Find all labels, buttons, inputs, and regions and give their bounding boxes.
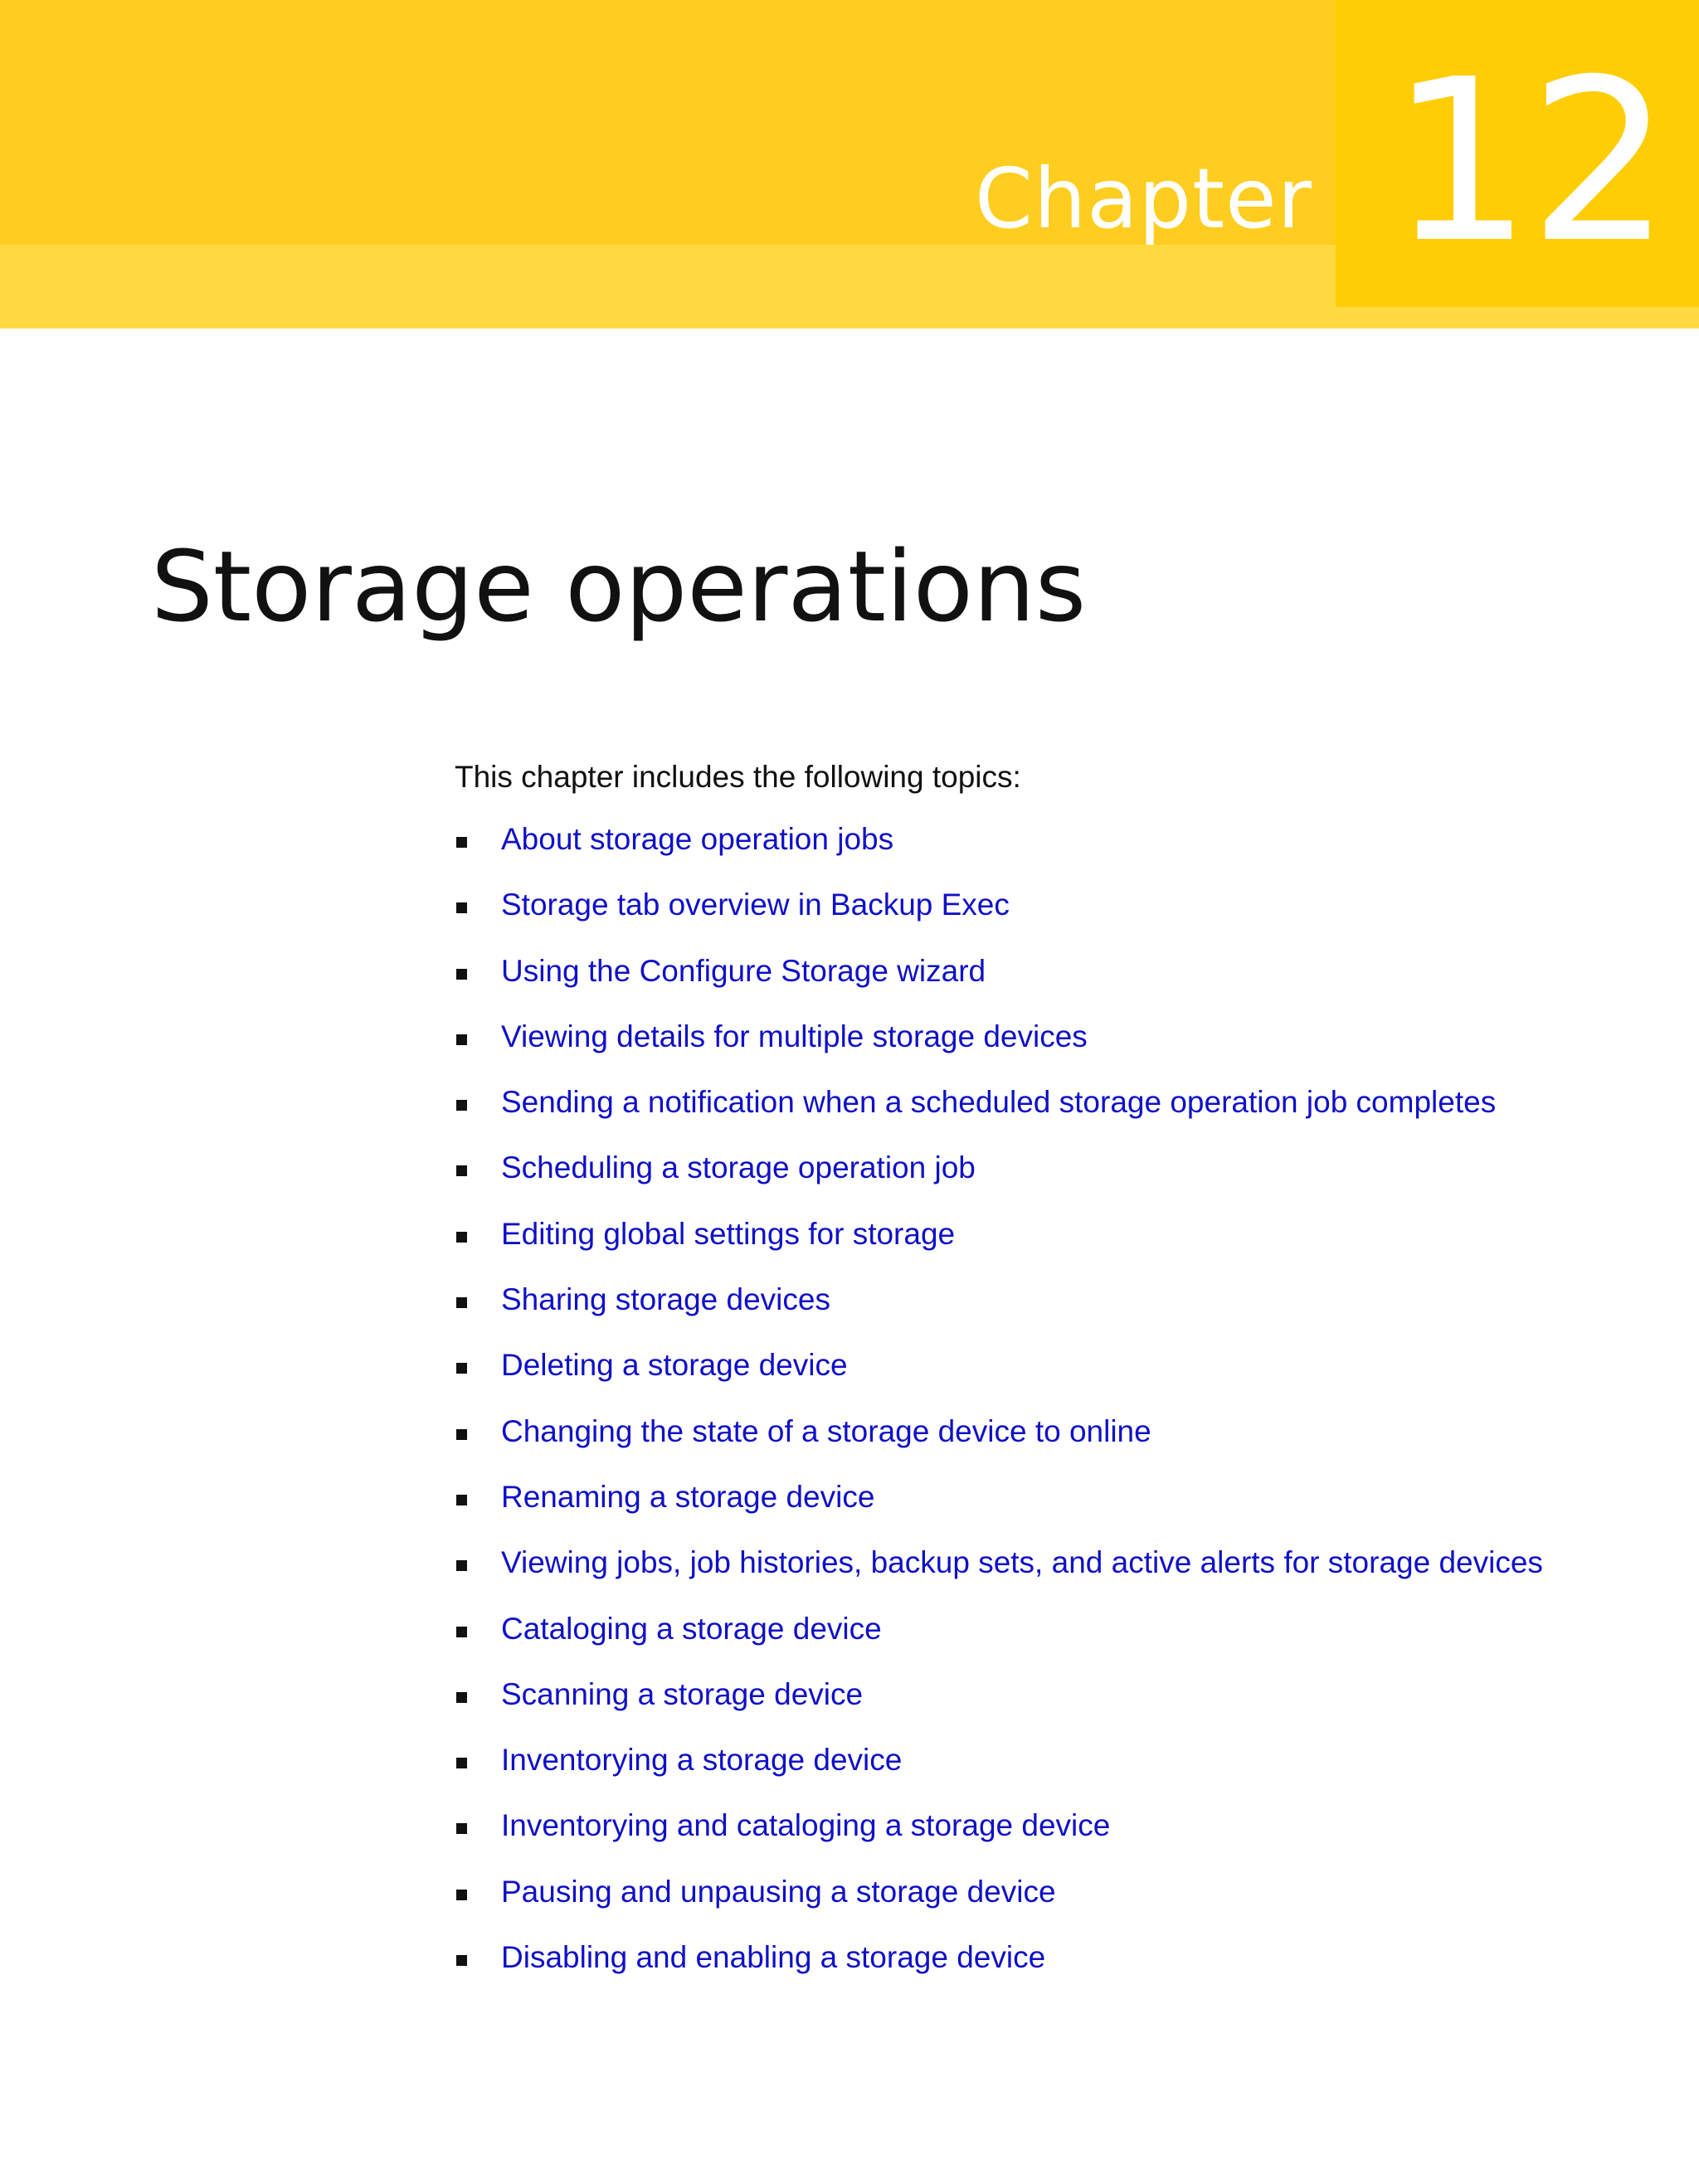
topic-link[interactable]: Inventorying and cataloging a storage device — [501, 1808, 1111, 1843]
topic-link[interactable]: Renaming a storage device — [501, 1479, 875, 1514]
topic-link[interactable]: Cataloging a storage device — [501, 1611, 882, 1646]
topic-link[interactable]: Inventorying a storage device — [501, 1743, 903, 1778]
topic-link[interactable]: Scanning a storage device — [501, 1676, 864, 1711]
bullet-icon — [456, 1297, 467, 1308]
topic-link[interactable]: Disabling and enabling a storage device — [501, 1940, 1046, 1975]
bullet-icon — [456, 902, 467, 913]
topic-link[interactable]: Scheduling a storage operation job — [501, 1150, 976, 1185]
topic-link[interactable]: Storage tab overview in Backup Exec — [501, 888, 1010, 922]
topic-link[interactable]: Sending a notification when a scheduled storage operation job completes — [501, 1085, 1497, 1120]
topic-link[interactable]: Editing global settings for storage — [501, 1216, 956, 1251]
topic-link[interactable]: Pausing and unpausing a storage device — [501, 1874, 1056, 1909]
bullet-icon — [456, 1627, 467, 1637]
topics-intro: This chapter includes the following topics: — [455, 760, 1021, 794]
topic-link[interactable]: Viewing jobs, job histories, backup sets, and active alerts for storage devices — [501, 1545, 1543, 1580]
topic-link[interactable]: Sharing storage devices — [501, 1282, 830, 1317]
chapter-number: 12 — [1390, 31, 1668, 292]
topic-link[interactable]: About storage operation jobs — [501, 822, 894, 856]
bullet-icon — [456, 1890, 467, 1900]
chapter-label: Chapter — [975, 150, 1312, 247]
chapter-banner — [0, 0, 1699, 328]
bullet-icon — [456, 969, 467, 980]
bullet-icon — [456, 1823, 467, 1834]
topic-link[interactable]: Deleting a storage device — [501, 1348, 848, 1383]
bullet-icon — [456, 837, 467, 848]
topic-link[interactable]: Changing the state of a storage device to online — [501, 1413, 1151, 1448]
bullet-icon — [456, 1692, 467, 1703]
bullet-icon — [456, 1165, 467, 1176]
bullet-icon — [456, 1429, 467, 1440]
bullet-icon — [456, 1232, 467, 1243]
topic-link[interactable]: Viewing details for multiple storage devices — [501, 1019, 1088, 1053]
bullet-icon — [456, 1560, 467, 1571]
page-title: Storage operations — [151, 529, 1087, 644]
topic-link[interactable]: Using the Configure Storage wizard — [501, 953, 986, 988]
bullet-icon — [456, 1495, 467, 1505]
bullet-icon — [456, 1100, 467, 1111]
bullet-icon — [456, 1758, 467, 1768]
bullet-icon — [456, 1955, 467, 1966]
bullet-icon — [456, 1034, 467, 1045]
bullet-icon — [456, 1363, 467, 1374]
